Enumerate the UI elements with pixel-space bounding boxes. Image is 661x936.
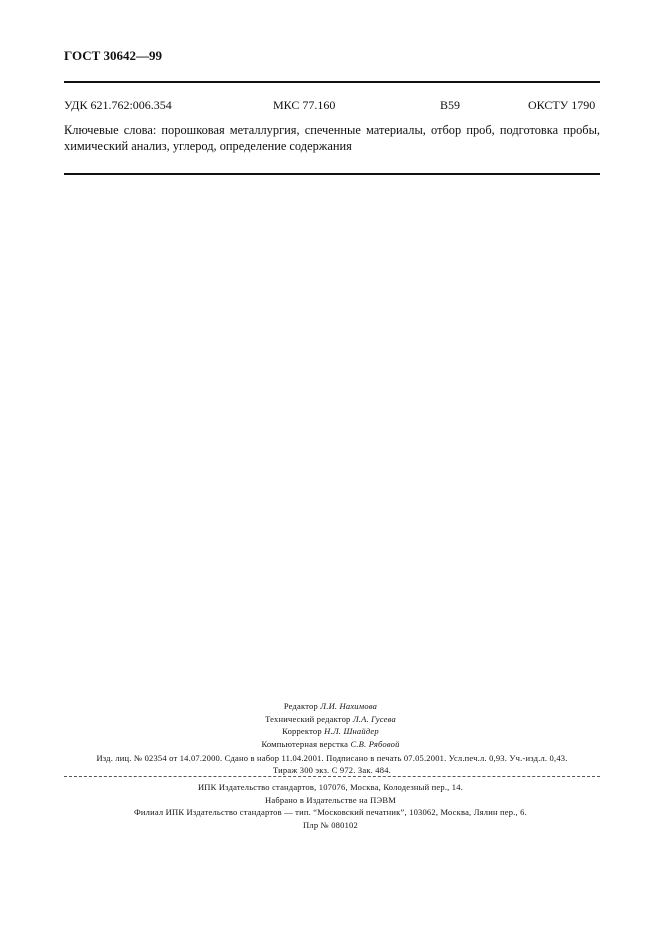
editor-name: Л.И. Нахимова <box>320 701 378 711</box>
imprint-line-2: Тираж 300 экз. С 972. Зак. 484. <box>273 765 391 775</box>
imprint-block <box>64 752 600 776</box>
publisher-block <box>0 781 661 831</box>
publisher-line-3: Филиал ИПК Издательство стандартов — тип. “Московский печатник”, 103062, Москва, Лялин пер., 6. <box>134 807 527 817</box>
tech-editor-name: Л.А. Гусева <box>352 713 396 724</box>
top-rule <box>64 81 600 83</box>
editor-role: Редактор <box>283 701 318 711</box>
dashed-divider <box>64 776 600 777</box>
okstu-code: ОКСТУ 1790 <box>528 98 596 112</box>
mks-code: МКС 77.160 <box>273 98 336 112</box>
publisher-line-1: ИПК Издательство стандартов, 107076, Москва, Колодезный пер., 14. <box>197 782 464 792</box>
document-code: ГОСТ 30642—99 <box>64 48 163 63</box>
layout-line <box>0 738 661 751</box>
keywords-text: Ключевые слова: порошковая металлургия, спеченные материалы, отбор проб, подготовка пробы, химический анализ, углерод, определение содержания <box>64 123 600 153</box>
tech-editor-role: Технический редактор <box>265 713 351 724</box>
editor-line <box>0 700 661 713</box>
publisher-line-4: Плр № 080102 <box>303 819 358 830</box>
layout-name: С.В. Рябовой <box>350 738 400 749</box>
publisher-line-2: Набрано в Издательстве на ПЭВМ <box>265 794 396 805</box>
credits-block <box>0 700 661 750</box>
corrector-name: Н.Л. Шнайдер <box>324 726 379 736</box>
layout-role: Компьютерная верстка <box>261 738 349 749</box>
udk-code: УДК 621.762:006.354 <box>64 98 172 112</box>
group-code: В59 <box>440 98 461 112</box>
bottom-rule <box>64 173 600 175</box>
imprint-line-1: Изд. лиц. № 02354 от 14.07.2000. Сдано в набор 11.04.2001. Подписано в печать 07.05.2001. Усл.печ.л. 0,93. Уч.-изд.л. 0,43. <box>96 753 568 763</box>
tech-editor-line <box>0 713 661 726</box>
corrector-line <box>0 725 661 738</box>
corrector-role: Корректор <box>282 726 322 736</box>
